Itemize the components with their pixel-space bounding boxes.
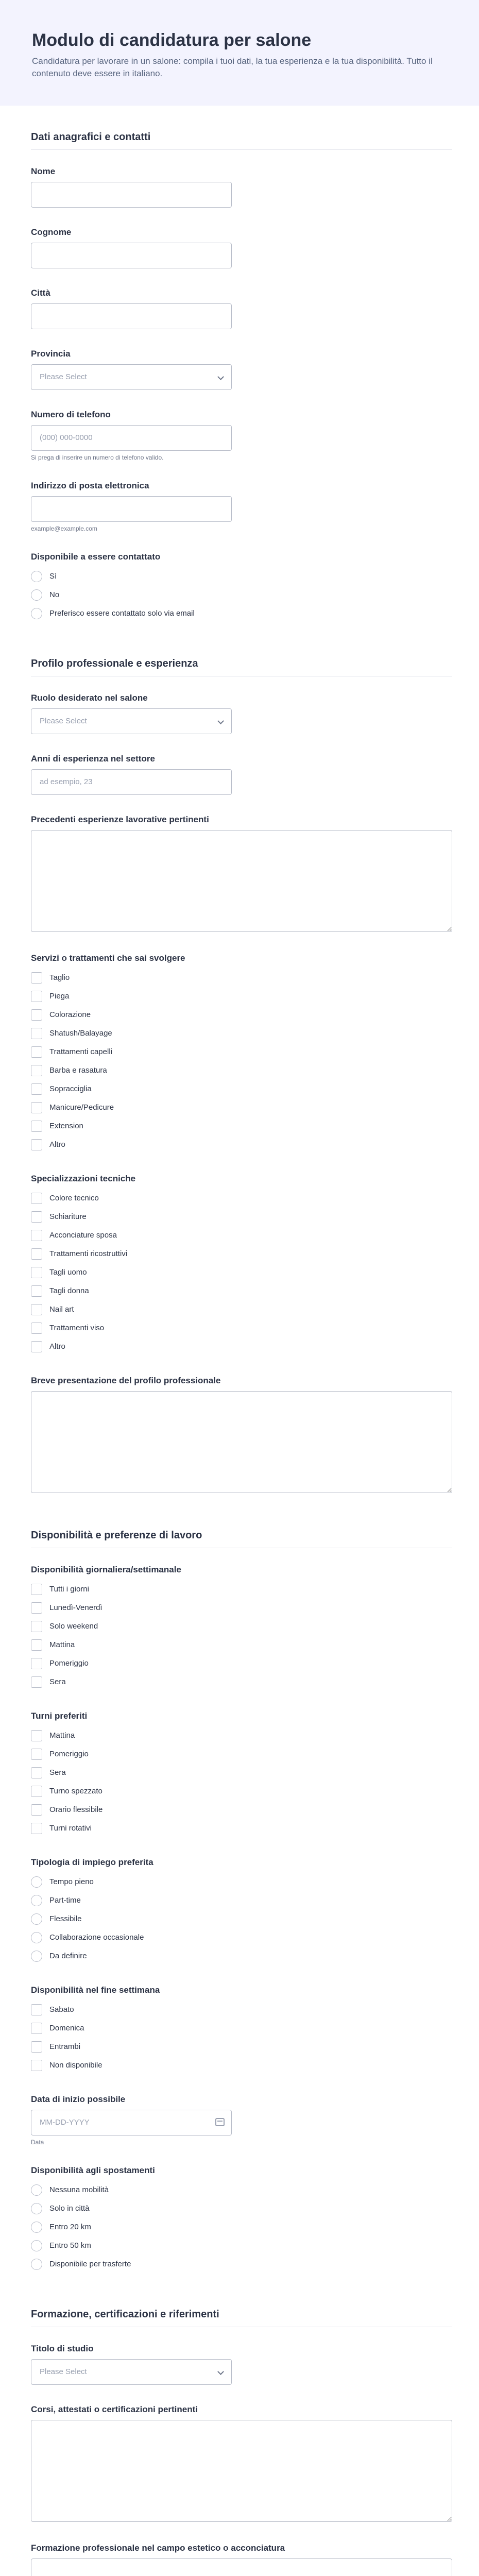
checkbox[interactable]	[31, 1786, 42, 1797]
question-contatto	[31, 541, 452, 632]
radio-button[interactable]	[31, 2203, 42, 2214]
spostamenti-options	[31, 2181, 452, 2274]
chevron-down-icon	[217, 2368, 224, 2375]
data-sublabel: Data	[31, 2138, 44, 2146]
radio-button[interactable]	[31, 1951, 42, 1962]
option-label: No	[49, 590, 60, 600]
section-title-profilo: Profilo professionale e esperienza	[31, 632, 452, 676]
option-item[interactable]	[31, 2056, 452, 2075]
checkbox[interactable]	[31, 1267, 42, 1278]
label-giornaliera: Disponibilità giornaliera/settimanale	[31, 1564, 181, 1574]
option-item[interactable]	[31, 2019, 452, 2038]
checkbox[interactable]	[31, 1584, 42, 1595]
option-label: Part-time	[49, 1896, 81, 1905]
checkbox[interactable]	[31, 972, 42, 984]
option-item[interactable]	[31, 969, 452, 987]
question-servizi	[31, 943, 452, 1163]
checkbox[interactable]	[31, 991, 42, 1002]
option-item[interactable]	[31, 1226, 452, 1245]
label-nome: Nome	[31, 166, 56, 176]
checkbox[interactable]	[31, 1211, 42, 1223]
checkbox[interactable]	[31, 1230, 42, 1241]
option-item[interactable]	[31, 2038, 452, 2056]
turni-options	[31, 1726, 452, 1838]
corsi-textarea[interactable]	[31, 2420, 452, 2522]
checkbox[interactable]	[31, 1602, 42, 1614]
option-label: Entrambi	[49, 2042, 81, 2052]
label-telefono: Numero di telefono	[31, 409, 111, 419]
option-item[interactable]	[31, 1873, 452, 1891]
question-data-inizio	[31, 2084, 452, 2155]
option-item[interactable]	[31, 1282, 452, 1300]
option-label: Solo in città	[49, 2204, 90, 2213]
checkbox[interactable]	[31, 1009, 42, 1021]
form-body	[0, 106, 479, 2576]
label-spostamenti: Disponibilità agli spostamenti	[31, 2165, 155, 2175]
question-email	[31, 470, 452, 541]
option-item[interactable]	[31, 1801, 452, 1819]
chevron-down-icon	[217, 374, 224, 380]
telefono-input[interactable]	[31, 425, 232, 451]
question-citta	[31, 278, 452, 338]
checkbox[interactable]	[31, 2060, 42, 2071]
option-item[interactable]	[31, 604, 452, 623]
option-item[interactable]	[31, 1337, 452, 1356]
option-item[interactable]	[31, 1617, 452, 1636]
radio-button[interactable]	[31, 1932, 42, 1943]
label-weekend: Disponibilità nel fine settimana	[31, 1985, 160, 1995]
section-title-formazione: Formazione, certificazioni e riferimenti	[31, 2283, 452, 2327]
option-label: Trattamenti viso	[49, 1324, 105, 1333]
form-header	[0, 0, 479, 106]
option-item[interactable]	[31, 1636, 452, 1654]
spec-options	[31, 1189, 452, 1356]
option-item[interactable]	[31, 2236, 452, 2255]
option-label: Piega	[49, 992, 70, 1001]
option-item[interactable]	[31, 1006, 452, 1024]
radio-button[interactable]	[31, 1876, 42, 1888]
option-item[interactable]	[31, 1910, 452, 1928]
checkbox[interactable]	[31, 1121, 42, 1132]
presentazione-textarea[interactable]	[31, 1391, 452, 1493]
radio-button[interactable]	[31, 2184, 42, 2196]
checkbox[interactable]	[31, 1658, 42, 1669]
option-item[interactable]	[31, 1819, 452, 1838]
chevron-down-icon	[217, 718, 224, 724]
label-spec: Specializzazioni tecniche	[31, 1173, 136, 1183]
option-label: Domenica	[49, 2024, 84, 2033]
checkbox[interactable]	[31, 1102, 42, 1113]
option-item[interactable]	[31, 1024, 452, 1043]
checkbox[interactable]	[31, 1193, 42, 1204]
option-item[interactable]	[31, 1319, 452, 1337]
option-label: Tempo pieno	[49, 1877, 94, 1887]
precedenti-textarea[interactable]	[31, 830, 452, 932]
option-item[interactable]	[31, 2001, 452, 2019]
label-email: Indirizzo di posta elettronica	[31, 480, 149, 490]
option-item[interactable]	[31, 1098, 452, 1117]
option-label: Barba e rasatura	[49, 1066, 107, 1075]
option-item[interactable]	[31, 2218, 452, 2236]
option-label: Pomeriggio	[49, 1659, 89, 1668]
question-telefono	[31, 399, 452, 470]
email-sublabel: example@example.com	[31, 524, 97, 532]
question-cognome	[31, 217, 452, 278]
label-presentazione: Breve presentazione del profilo professionale	[31, 1375, 221, 1385]
option-item[interactable]	[31, 1782, 452, 1801]
checkbox[interactable]	[31, 1046, 42, 1058]
studio-select-value: Please Select	[40, 2367, 87, 2376]
giornaliera-options	[31, 1580, 452, 1691]
option-item[interactable]	[31, 1208, 452, 1226]
tipologia-options	[31, 1873, 452, 1965]
option-label: Flessibile	[49, 1914, 82, 1924]
option-label: Pomeriggio	[49, 1750, 89, 1759]
label-data-inizio: Data di inizio possibile	[31, 2094, 126, 2104]
checkbox[interactable]	[31, 1304, 42, 1315]
checkbox[interactable]	[31, 1767, 42, 1778]
provincia-select[interactable]	[31, 364, 232, 390]
question-giornaliera	[31, 1554, 452, 1701]
option-item[interactable]	[31, 1673, 452, 1691]
option-item[interactable]	[31, 1043, 452, 1061]
servizi-options	[31, 969, 452, 1154]
label-ruolo: Ruolo desiderato nel salone	[31, 692, 148, 703]
option-label: Orario flessibile	[49, 1805, 103, 1815]
option-label: Sera	[49, 1768, 66, 1777]
weekend-options	[31, 2001, 452, 2075]
question-turni	[31, 1701, 452, 1847]
section-title-disponibilita: Disponibilità e preferenze di lavoro	[31, 1504, 452, 1548]
label-turni: Turni preferiti	[31, 1710, 88, 1721]
radio-button[interactable]	[31, 2222, 42, 2233]
checkbox[interactable]	[31, 1749, 42, 1760]
question-tipologia	[31, 1847, 452, 1975]
question-weekend	[31, 1975, 452, 2084]
checkbox[interactable]	[31, 1248, 42, 1260]
checkbox[interactable]	[31, 1621, 42, 1632]
option-item[interactable]	[31, 1891, 452, 1910]
option-label: Colore tecnico	[49, 1194, 99, 1203]
option-label: Colorazione	[49, 1010, 91, 1020]
option-item[interactable]	[31, 1928, 452, 1947]
data-inizio-input[interactable]	[31, 2110, 232, 2136]
option-label: Schiariture	[49, 1212, 87, 1222]
option-label: Trattamenti ricostruttivi	[49, 1249, 128, 1259]
option-item[interactable]	[31, 1263, 452, 1282]
checkbox[interactable]	[31, 1323, 42, 1334]
studio-select[interactable]	[31, 2359, 232, 2385]
option-label: Trattamenti capelli	[49, 1047, 112, 1057]
checkbox[interactable]	[31, 1676, 42, 1688]
provincia-select-value: Please Select	[40, 372, 87, 381]
checkbox[interactable]	[31, 2004, 42, 2015]
radio-button[interactable]	[31, 2259, 42, 2270]
option-label: Manicure/Pedicure	[49, 1103, 114, 1112]
contatto-options	[31, 567, 452, 623]
form-title: Modulo di candidatura per salone	[32, 30, 312, 50]
nome-input[interactable]	[31, 182, 232, 208]
label-citta: Città	[31, 287, 50, 298]
checkbox[interactable]	[31, 1139, 42, 1150]
label-cognome: Cognome	[31, 227, 72, 237]
option-label: Nessuna mobilità	[49, 2185, 109, 2195]
label-precedenti: Precedenti esperienze lavorative pertinenti	[31, 814, 209, 824]
option-item[interactable]	[31, 2181, 452, 2199]
date-field	[31, 2110, 232, 2136]
option-item[interactable]	[31, 1080, 452, 1098]
option-label: Non disponibile	[49, 2061, 102, 2070]
option-label: Extension	[49, 1122, 83, 1131]
option-item[interactable]	[31, 1764, 452, 1782]
option-label: Solo weekend	[49, 1622, 98, 1631]
option-item[interactable]	[31, 1189, 452, 1208]
label-contatto: Disponibile a essere contattato	[31, 551, 161, 562]
label-servizi: Servizi o trattamenti che sai svolgere	[31, 953, 185, 963]
option-label: Shatush/Balayage	[49, 1029, 112, 1038]
option-label: Tagli donna	[49, 1286, 89, 1296]
question-spec	[31, 1163, 452, 1365]
option-label: Mattina	[49, 1640, 75, 1650]
label-provincia: Provincia	[31, 348, 71, 359]
checkbox[interactable]	[31, 1028, 42, 1039]
option-label: Sopracciglia	[49, 1084, 92, 1094]
option-label: Preferisco essere contattato solo via email	[49, 609, 195, 618]
option-item[interactable]	[31, 2199, 452, 2218]
option-item[interactable]	[31, 1745, 452, 1764]
option-item[interactable]	[31, 567, 452, 586]
telefono-sublabel: Si prega di inserire un numero di telefono valido.	[31, 453, 164, 461]
option-item[interactable]	[31, 1580, 452, 1599]
radio-button[interactable]	[31, 571, 42, 582]
option-label: Nail art	[49, 1305, 74, 1314]
option-item[interactable]	[31, 1726, 452, 1745]
option-item[interactable]	[31, 987, 452, 1006]
option-item[interactable]	[31, 1245, 452, 1263]
question-ruolo	[31, 683, 452, 743]
option-label: Tutti i giorni	[49, 1585, 89, 1594]
section-title-anagrafica: Dati anagrafici e contatti	[31, 106, 452, 150]
question-presentazione	[31, 1365, 452, 1504]
checkbox[interactable]	[31, 1285, 42, 1297]
option-label: Altro	[49, 1140, 65, 1149]
calendar-icon[interactable]	[215, 2118, 225, 2126]
option-label: Entro 20 km	[49, 2223, 91, 2232]
form-description: Candidatura per lavorare in un salone: compila i tuoi dati, la tua esperienza e la tua disponibilità. Tutto il contenuto deve essere in italiano.	[32, 56, 433, 78]
cognome-input[interactable]	[31, 243, 232, 268]
option-item[interactable]	[31, 1654, 452, 1673]
question-anni	[31, 743, 452, 804]
anni-input[interactable]	[31, 769, 232, 795]
option-label: Sì	[49, 572, 57, 581]
question-corsi	[31, 2394, 452, 2533]
option-item[interactable]	[31, 586, 452, 604]
option-label: Sabato	[49, 2005, 74, 2014]
option-label: Entro 50 km	[49, 2241, 91, 2250]
radio-button[interactable]	[31, 608, 42, 619]
option-item[interactable]	[31, 1599, 452, 1617]
option-label: Turno spezzato	[49, 1787, 102, 1796]
question-precedenti	[31, 804, 452, 943]
option-label: Altro	[49, 1342, 65, 1351]
option-item[interactable]	[31, 1061, 452, 1080]
radio-button[interactable]	[31, 2240, 42, 2251]
question-provincia	[31, 338, 452, 399]
radio-button[interactable]	[31, 1895, 42, 1906]
question-formazione	[31, 2533, 452, 2576]
label-anni: Anni di esperienza nel settore	[31, 753, 155, 764]
checkbox[interactable]	[31, 1065, 42, 1076]
checkbox[interactable]	[31, 2041, 42, 2053]
option-label: Disponibile per trasferte	[49, 2260, 131, 2269]
option-label: Sera	[49, 1677, 66, 1687]
question-studio	[31, 2333, 452, 2394]
option-item[interactable]	[31, 2255, 452, 2274]
ruolo-select-value: Please Select	[40, 716, 87, 725]
checkbox[interactable]	[31, 1823, 42, 1834]
option-item[interactable]	[31, 1117, 452, 1136]
formazione-textarea[interactable]	[31, 2558, 452, 2576]
radio-button[interactable]	[31, 1913, 42, 1925]
option-label: Tagli uomo	[49, 1268, 87, 1277]
option-label: Turni rotativi	[49, 1824, 92, 1833]
citta-input[interactable]	[31, 303, 232, 329]
option-label: Mattina	[49, 1731, 75, 1740]
option-label: Acconciature sposa	[49, 1231, 117, 1240]
label-corsi: Corsi, attestati o certificazioni pertinenti	[31, 2404, 198, 2414]
label-formazione: Formazione professionale nel campo estetico o acconciatura	[31, 2543, 285, 2553]
option-item[interactable]	[31, 1136, 452, 1154]
checkbox[interactable]	[31, 1639, 42, 1651]
label-studio: Titolo di studio	[31, 2343, 94, 2353]
radio-button[interactable]	[31, 589, 42, 601]
option-label: Taglio	[49, 973, 70, 982]
option-label: Lunedì-Venerdì	[49, 1603, 102, 1613]
checkbox[interactable]	[31, 1804, 42, 1816]
option-label: Da definire	[49, 1952, 87, 1961]
option-item[interactable]	[31, 1300, 452, 1319]
question-spostamenti	[31, 2155, 452, 2283]
option-item[interactable]	[31, 1947, 452, 1965]
checkbox[interactable]	[31, 1083, 42, 1095]
checkbox[interactable]	[31, 1730, 42, 1741]
checkbox[interactable]	[31, 1341, 42, 1352]
email-input[interactable]	[31, 496, 232, 522]
checkbox[interactable]	[31, 2023, 42, 2034]
question-nome	[31, 156, 452, 217]
ruolo-select[interactable]	[31, 708, 232, 734]
option-label: Collaborazione occasionale	[49, 1933, 144, 1942]
label-tipologia: Tipologia di impiego preferita	[31, 1857, 153, 1867]
